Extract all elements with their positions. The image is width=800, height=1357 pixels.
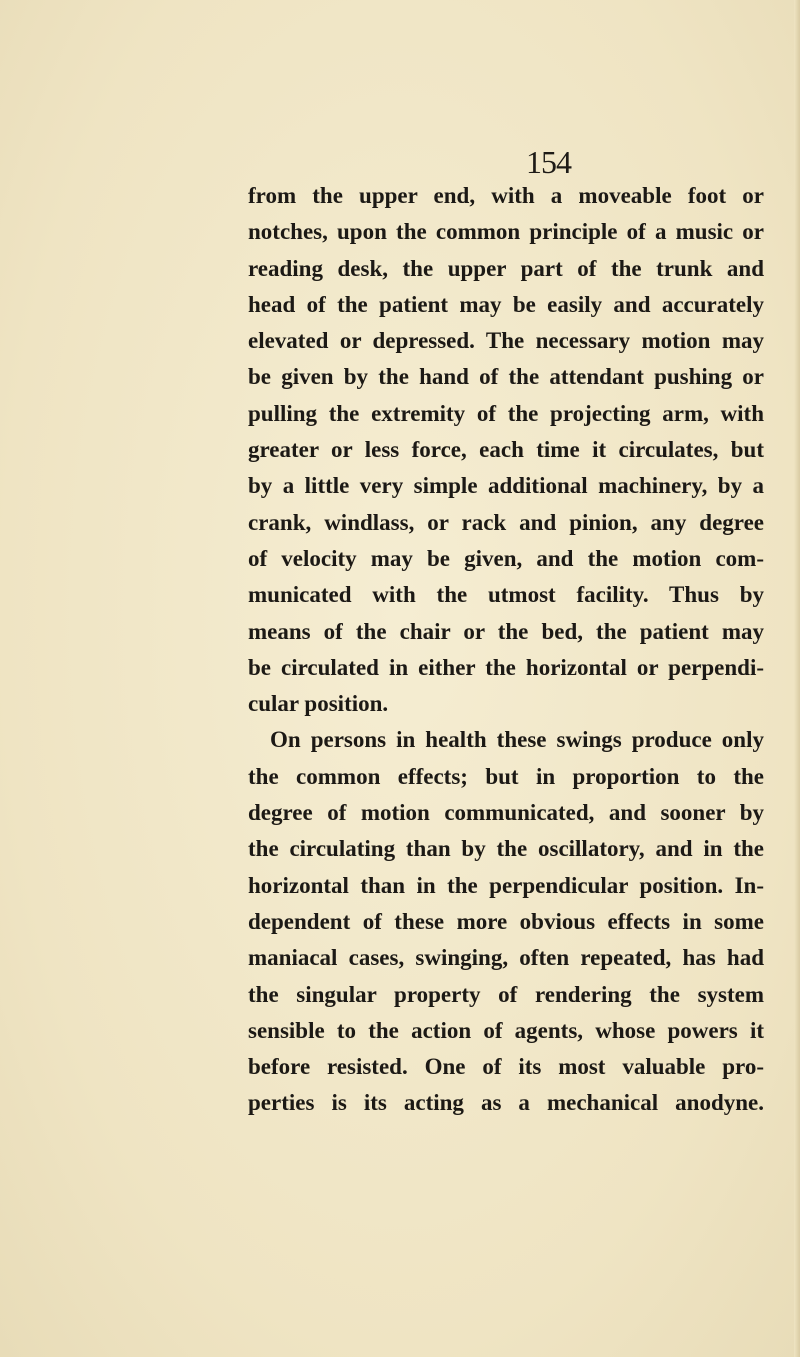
text-line: pulling the extremity of the projecting arm, with — [248, 400, 764, 426]
text-line: by a little very simple additional machinery, by a — [248, 473, 764, 499]
text-line: greater or less force, each time it circulates, but — [248, 437, 764, 463]
text-line: municated with the utmost facility. Thus by — [248, 582, 764, 608]
text-line: before resisted. One of its most valuable pro- — [248, 1054, 764, 1080]
text-line: the circulating than by the oscillatory, and in the — [248, 836, 764, 862]
page-edge — [794, 0, 800, 1357]
text-line: of velocity may be given, and the motion com- — [248, 545, 764, 571]
text-line: from the upper end, with a moveable foot or — [248, 183, 764, 208]
text-line: sensible to the action of agents, whose powers it — [248, 1017, 764, 1043]
text-line: the singular property of rendering the system — [248, 981, 764, 1007]
text-line: perties is its acting as a mechanical anodyne. — [248, 1090, 764, 1116]
text-line: crank, windlass, or rack and pinion, any degree — [248, 509, 764, 535]
page-number: 154 — [526, 144, 571, 180]
text-line: be given by the hand of the attendant pushing or — [248, 364, 764, 390]
text-line: the common effects; but in proportion to the — [248, 763, 764, 789]
body-text — [248, 178, 764, 1122]
text-line: cular position. — [248, 691, 389, 717]
text-line: maniacal cases, swinging, often repeated, has had — [248, 945, 764, 971]
text-line: elevated or depressed. The necessary motion may — [248, 328, 764, 354]
text-line: On persons in health these swings produce only — [270, 727, 764, 753]
text-line: head of the patient may be easily and accurately — [248, 291, 764, 317]
text-line: dependent of these more obvious effects in some — [248, 908, 764, 934]
text-line: notches, upon the common principle of a music or — [248, 219, 764, 245]
text-line: means of the chair or the bed, the patient may — [248, 618, 764, 644]
text-line: degree of motion communicated, and sooner by — [248, 800, 764, 826]
text-line: reading desk, the upper part of the trunk and — [248, 255, 764, 281]
text-line: be circulated in either the horizontal or perpendi- — [248, 654, 764, 680]
text-line: horizontal than in the perpendicular position. In- — [248, 872, 764, 898]
